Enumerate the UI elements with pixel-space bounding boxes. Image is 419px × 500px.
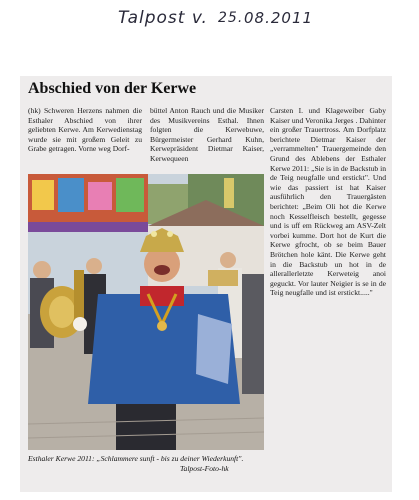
article-headline: Abschied von der Kerwe: [28, 80, 197, 97]
handwritten-source-note: [118, 6, 358, 32]
photo-caption: Esthaler Kerwe 2011: „Schlammere sunft - bis zu deiner Wiederkunft".: [28, 454, 244, 463]
article-column-2: büttel Anton Rauch und die Musiker des Musikvereins Esthal. Ihnen folgten die Kerwebuwe, Bürgermeister Gerhard Kuhn, Kerwepräsident Dietmar Kaiser, Kerwequeen: [150, 106, 264, 163]
source-note-publication: Talpost v.: [118, 8, 208, 28]
source-note-day: 25.: [218, 10, 244, 26]
article-photo: [28, 174, 264, 450]
source-note-month-year: 08.2011: [244, 9, 314, 27]
photo-credit: Talpost-Foto-hk: [180, 463, 229, 473]
parade-photo-illustration: [28, 174, 264, 450]
newspaper-clipping: [20, 76, 392, 492]
article-column-1: (hk) Schweren Herzens nahmen die Esthaler Abschied von ihrer geliebten Kerwe. Am Kerwedienstag wurde sie mit großem Geleit zu Grabe getragen. Vorne weg Dorf-: [28, 106, 142, 154]
article-column-3: Carsten I. und Klageweiber Gaby Kaiser und Veronika Jerges . Dahinter ein großer Trauertross. Am Dorfplatz berichtete Dietmar Kaiser der „verrammelten" Trauergemeinde den Grund des Ablebens der Esthaler Kerwe 2011: „Sie is in de Backstub in de Teig neugfalle und erstickt". Und wie das passiert ist hat Kaiser ausführlich den Trauergästen berichtet: „Beim Oli hot die Kerwe noch Kesselfleisch bestellt, gegesse und is uff em Rückweg am ASV-Zelt vorbei kumme. Dort hot de Kurt die Kerwe gfrocht, ob se beim Bauer Brötchen hole känt. Die Kerwe geht in die Backstub un hot in de allerallerletzte Kerweteig anoi geguckt. Vor lauter Neigier is se in de Teig neugfalle und ist erstickt.....": [270, 106, 386, 298]
